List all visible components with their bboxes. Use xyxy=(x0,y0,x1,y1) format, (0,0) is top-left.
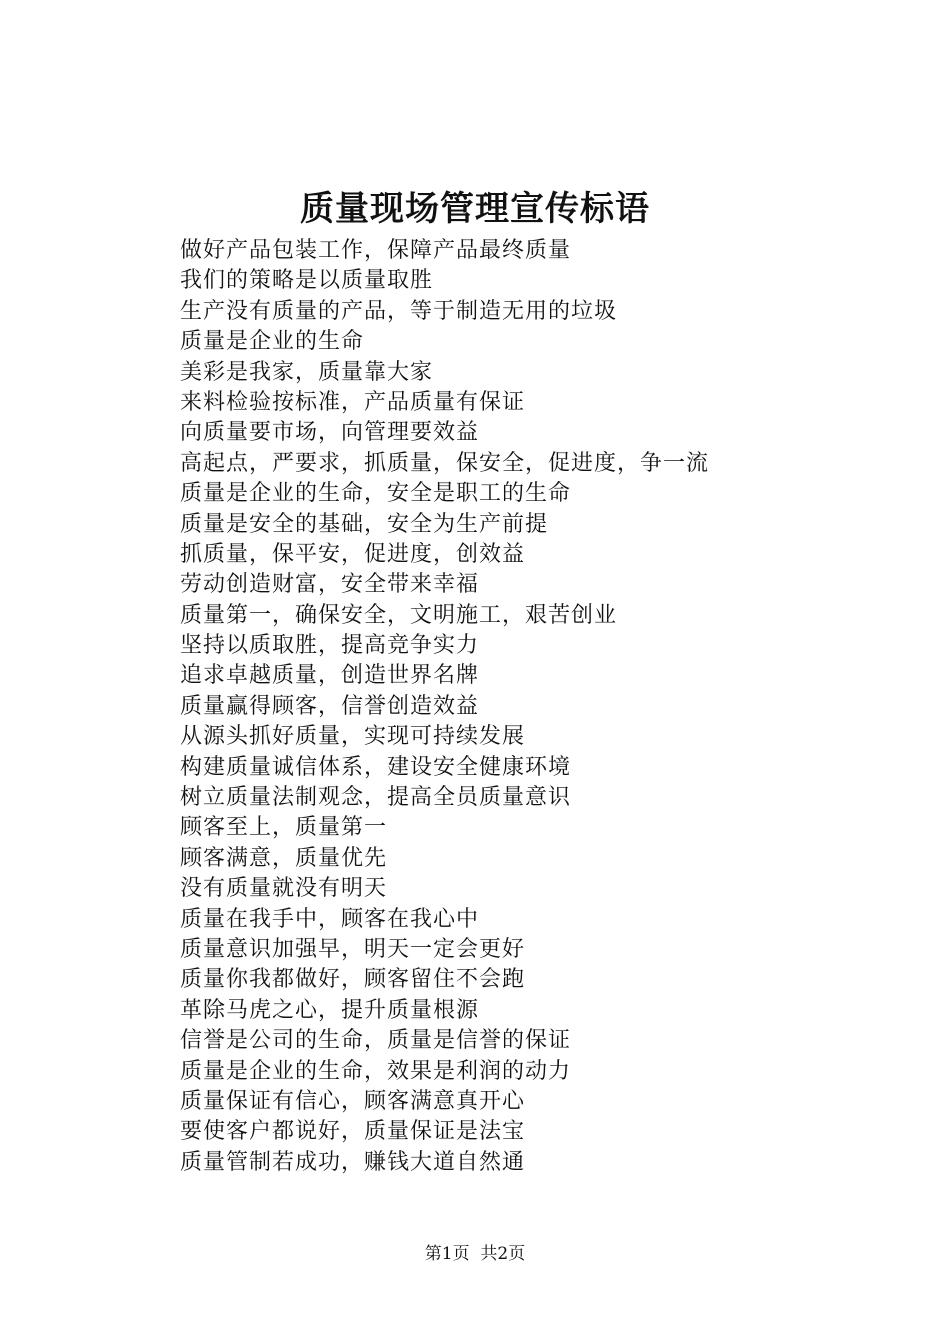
slogan-item: 质量赢得顾客，信誉创造效益 xyxy=(180,693,480,719)
slogan-item: 我们的策略是以质量取胜 xyxy=(180,268,434,294)
slogan-item: 来料检验按标准，产品质量有保证 xyxy=(180,389,526,415)
slogan-item: 顾客至上，质量第一 xyxy=(180,815,388,841)
slogan-item: 质量你我都做好，顾客留住不会跑 xyxy=(180,967,526,993)
slogan-item: 顾客满意，质量优先 xyxy=(180,845,388,871)
page-number-footer: 第1页 共2页 xyxy=(424,1244,526,1264)
slogan-item: 质量意识加强早，明天一定会更好 xyxy=(180,936,526,962)
slogan-item: 向质量要市场，向管理要效益 xyxy=(180,420,480,446)
slogan-item: 质量是企业的生命 xyxy=(180,329,365,355)
slogan-item: 质量在我手中，顾客在我心中 xyxy=(180,906,480,932)
slogan-item: 质量管制若成功，赚钱大道自然通 xyxy=(180,1149,526,1175)
slogan-item: 要使客户都说好，质量保证是法宝 xyxy=(180,1119,526,1145)
slogan-item: 质量是企业的生命，效果是利润的动力 xyxy=(180,1058,572,1084)
slogan-item: 信誉是公司的生命，质量是信誉的保证 xyxy=(180,1028,572,1054)
slogan-item: 抓质量，保平安，促进度，创效益 xyxy=(180,541,526,567)
slogan-item: 美彩是我家，质量靠大家 xyxy=(180,359,434,385)
slogan-item: 质量第一，确保安全，文明施工，艰苦创业 xyxy=(180,602,618,628)
slogan-item: 从源头抓好质量，实现可持续发展 xyxy=(180,724,526,750)
slogan-list xyxy=(180,236,709,1178)
slogan-item: 质量保证有信心，顾客满意真开心 xyxy=(180,1088,526,1114)
slogan-item: 生产没有质量的产品，等于制造无用的垃圾 xyxy=(180,298,618,324)
slogan-item: 做好产品包装工作，保障产品最终质量 xyxy=(180,238,572,263)
slogan-item: 劳动创造财富，安全带来幸福 xyxy=(180,572,480,598)
document-title: 质量现场管理宣传标语 xyxy=(300,189,650,229)
slogan-item: 革除马虎之心，提升质量根源 xyxy=(180,997,480,1023)
slogan-item: 树立质量法制观念，提高全员质量意识 xyxy=(180,785,572,811)
slogan-item: 高起点，严要求，抓质量，保安全，促进度，争一流 xyxy=(180,450,710,476)
slogan-item: 追求卓越质量，创造世界名牌 xyxy=(180,663,480,689)
slogan-item: 构建质量诚信体系，建设安全健康环境 xyxy=(180,754,572,780)
slogan-item: 没有质量就没有明天 xyxy=(180,876,388,902)
slogan-item: 质量是企业的生命，安全是职工的生命 xyxy=(180,481,572,507)
slogan-item: 质量是安全的基础，安全为生产前提 xyxy=(180,511,549,537)
slogan-item: 坚持以质取胜，提高竞争实力 xyxy=(180,633,480,659)
